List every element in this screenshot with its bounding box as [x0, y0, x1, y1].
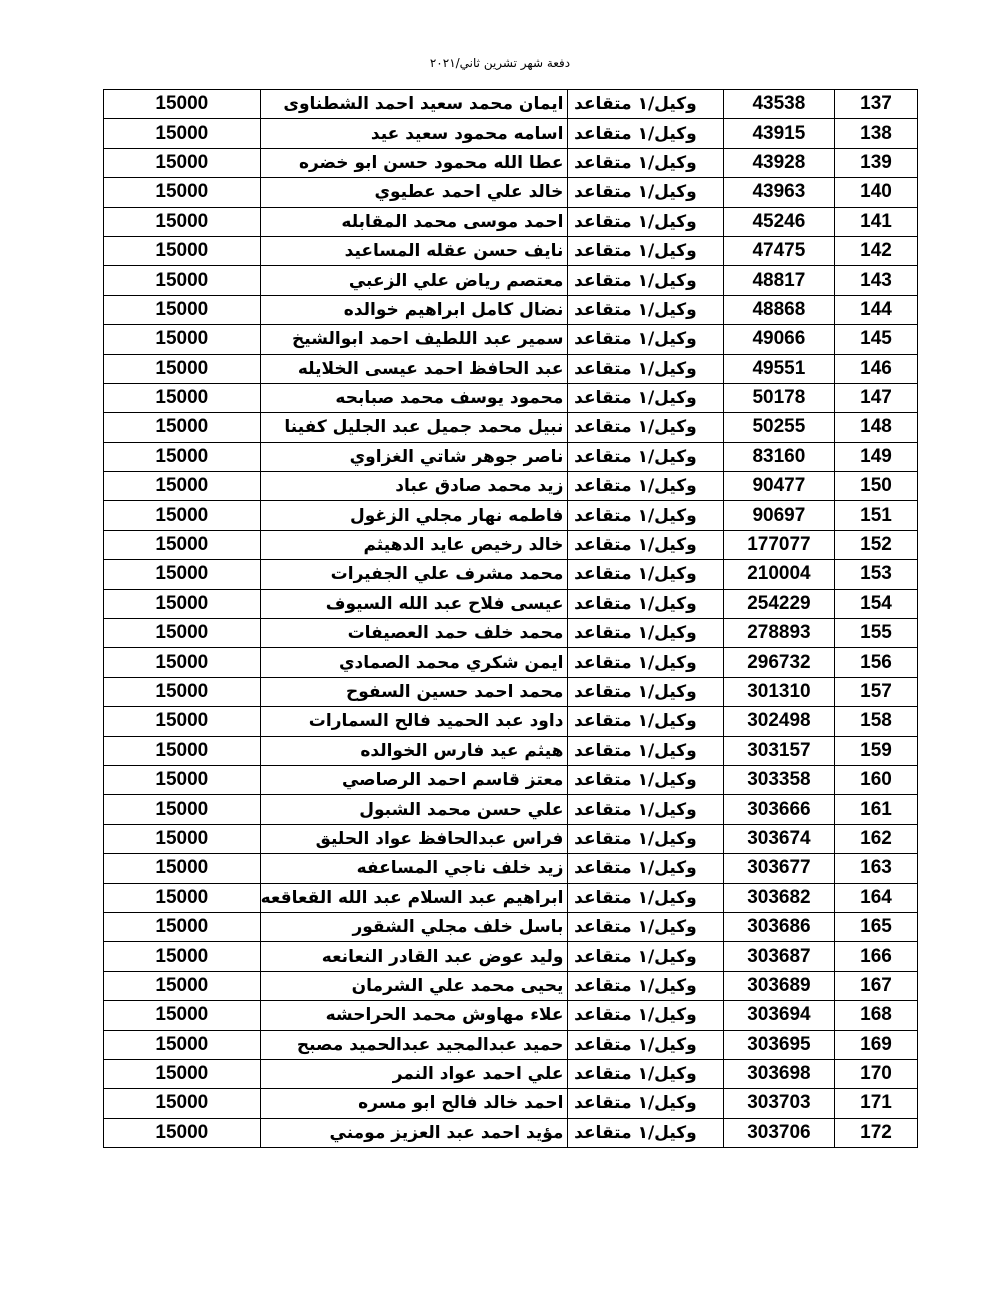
row-number: 146	[835, 354, 918, 383]
row-number: 147	[835, 383, 918, 412]
record-type: وكيل/١ متقاعد	[568, 236, 723, 265]
person-name: داود عبد الحميد فالح السمارات	[260, 707, 568, 736]
amount: 15000	[104, 1030, 261, 1059]
table-row	[104, 824, 918, 853]
record-type: وكيل/١ متقاعد	[568, 765, 723, 794]
person-name: ابراهيم عبد السلام عبد الله القعاقعه	[260, 883, 568, 912]
row-number: 161	[835, 795, 918, 824]
page-title: دفعة شهر تشرين ثاني/٢٠٢١	[429, 56, 571, 70]
record-id: 177077	[723, 530, 834, 559]
person-name: يحيى محمد علي الشرمان	[260, 971, 568, 1000]
table-row	[104, 912, 918, 941]
person-name: احمد خالد فالح ابو مسره	[260, 1089, 568, 1118]
table-row	[104, 178, 918, 207]
amount: 15000	[104, 119, 261, 148]
record-type: وكيل/١ متقاعد	[568, 148, 723, 177]
table-row	[104, 707, 918, 736]
row-number: 141	[835, 207, 918, 236]
table-row	[104, 736, 918, 765]
record-id: 303689	[723, 971, 834, 1000]
record-type: وكيل/١ متقاعد	[568, 795, 723, 824]
table-row	[104, 472, 918, 501]
row-number: 149	[835, 442, 918, 471]
person-name: اسامه محمود سعيد عيد	[260, 119, 568, 148]
table-row	[104, 589, 918, 618]
record-type: وكيل/١ متقاعد	[568, 560, 723, 589]
person-name: معتز قاسم احمد الرصاصي	[260, 765, 568, 794]
table-row	[104, 295, 918, 324]
person-name: حميد عبدالمجيد عبدالحميد مصبح	[260, 1030, 568, 1059]
person-name: احمد موسى محمد المقابله	[260, 207, 568, 236]
row-number: 170	[835, 1059, 918, 1088]
record-type: وكيل/١ متقاعد	[568, 530, 723, 559]
record-type: وكيل/١ متقاعد	[568, 266, 723, 295]
record-id: 50178	[723, 383, 834, 412]
person-name: ايمان محمد سعيد احمد الشطناوى	[260, 90, 568, 119]
amount: 15000	[104, 736, 261, 765]
amount: 15000	[104, 530, 261, 559]
amount: 15000	[104, 1059, 261, 1088]
person-name: فراس عبدالحافظ عواد الحليق	[260, 824, 568, 853]
table-row	[104, 383, 918, 412]
row-number: 168	[835, 1001, 918, 1030]
record-id: 278893	[723, 619, 834, 648]
record-type: وكيل/١ متقاعد	[568, 90, 723, 119]
person-name: زيد محمد صادق عباد	[260, 472, 568, 501]
record-id: 83160	[723, 442, 834, 471]
amount: 15000	[104, 560, 261, 589]
row-number: 169	[835, 1030, 918, 1059]
record-id: 303157	[723, 736, 834, 765]
row-number: 154	[835, 589, 918, 618]
row-number: 137	[835, 90, 918, 119]
record-type: وكيل/١ متقاعد	[568, 1001, 723, 1030]
record-type: وكيل/١ متقاعد	[568, 824, 723, 853]
record-id: 49551	[723, 354, 834, 383]
row-number: 152	[835, 530, 918, 559]
record-id: 303674	[723, 824, 834, 853]
record-id: 303677	[723, 854, 834, 883]
person-name: نبيل محمد جميل عبد الجليل كفينا	[260, 413, 568, 442]
table-row	[104, 236, 918, 265]
table-row	[104, 501, 918, 530]
record-type: وكيل/١ متقاعد	[568, 677, 723, 706]
amount: 15000	[104, 501, 261, 530]
row-number: 165	[835, 912, 918, 941]
table-row	[104, 1001, 918, 1030]
table-row	[104, 854, 918, 883]
row-number: 139	[835, 148, 918, 177]
amount: 15000	[104, 707, 261, 736]
amount: 15000	[104, 1118, 261, 1147]
person-name: علي احمد عواد النمر	[260, 1059, 568, 1088]
record-id: 303706	[723, 1118, 834, 1147]
row-number: 162	[835, 824, 918, 853]
amount: 15000	[104, 942, 261, 971]
person-name: عطا الله محمود حسن ابو خضره	[260, 148, 568, 177]
table-body	[104, 90, 918, 1148]
table-row	[104, 90, 918, 119]
table-row	[104, 942, 918, 971]
record-type: وكيل/١ متقاعد	[568, 854, 723, 883]
amount: 15000	[104, 1089, 261, 1118]
record-type: وكيل/١ متقاعد	[568, 707, 723, 736]
row-number: 140	[835, 178, 918, 207]
record-type: وكيل/١ متقاعد	[568, 1118, 723, 1147]
row-number: 145	[835, 325, 918, 354]
record-type: وكيل/١ متقاعد	[568, 1030, 723, 1059]
amount: 15000	[104, 266, 261, 295]
person-name: محمد مشرف علي الجفيرات	[260, 560, 568, 589]
record-type: وكيل/١ متقاعد	[568, 912, 723, 941]
record-id: 45246	[723, 207, 834, 236]
amount: 15000	[104, 824, 261, 853]
amount: 15000	[104, 90, 261, 119]
table-row	[104, 354, 918, 383]
person-name: محمود يوسف محمد صبابحه	[260, 383, 568, 412]
row-number: 160	[835, 765, 918, 794]
record-id: 303686	[723, 912, 834, 941]
record-type: وكيل/١ متقاعد	[568, 354, 723, 383]
record-id: 49066	[723, 325, 834, 354]
record-type: وكيل/١ متقاعد	[568, 295, 723, 324]
amount: 15000	[104, 413, 261, 442]
amount: 15000	[104, 589, 261, 618]
row-number: 171	[835, 1089, 918, 1118]
row-number: 172	[835, 1118, 918, 1147]
amount: 15000	[104, 1001, 261, 1030]
table-row	[104, 442, 918, 471]
person-name: عيسى فلاح عبد الله السيوف	[260, 589, 568, 618]
record-id: 303703	[723, 1089, 834, 1118]
record-id: 43928	[723, 148, 834, 177]
row-number: 151	[835, 501, 918, 530]
table-row	[104, 1030, 918, 1059]
person-name: ايمن شكري محمد الصمادي	[260, 648, 568, 677]
person-name: ناصر جوهر شاتي الغزاوي	[260, 442, 568, 471]
table-row	[104, 560, 918, 589]
record-type: وكيل/١ متقاعد	[568, 383, 723, 412]
record-type: وكيل/١ متقاعد	[568, 178, 723, 207]
table-row	[104, 413, 918, 442]
record-id: 90477	[723, 472, 834, 501]
record-id: 303358	[723, 765, 834, 794]
amount: 15000	[104, 442, 261, 471]
record-id: 303695	[723, 1030, 834, 1059]
record-type: وكيل/١ متقاعد	[568, 589, 723, 618]
table-row	[104, 119, 918, 148]
table-row	[104, 148, 918, 177]
row-number: 164	[835, 883, 918, 912]
record-type: وكيل/١ متقاعد	[568, 1059, 723, 1088]
row-number: 156	[835, 648, 918, 677]
person-name: فاطمه نهار مجلي الزغول	[260, 501, 568, 530]
row-number: 150	[835, 472, 918, 501]
record-id: 43915	[723, 119, 834, 148]
row-number: 166	[835, 942, 918, 971]
amount: 15000	[104, 795, 261, 824]
record-id: 303694	[723, 1001, 834, 1030]
record-type: وكيل/١ متقاعد	[568, 413, 723, 442]
amount: 15000	[104, 325, 261, 354]
person-name: محمد احمد حسين السفوح	[260, 677, 568, 706]
record-id: 303687	[723, 942, 834, 971]
amount: 15000	[104, 236, 261, 265]
row-number: 167	[835, 971, 918, 1000]
record-id: 303666	[723, 795, 834, 824]
table-row	[104, 765, 918, 794]
amount: 15000	[104, 207, 261, 236]
record-type: وكيل/١ متقاعد	[568, 442, 723, 471]
record-id: 296732	[723, 648, 834, 677]
person-name: زيد خلف ناجي المساعفه	[260, 854, 568, 883]
record-id: 47475	[723, 236, 834, 265]
table-row	[104, 325, 918, 354]
table-row	[104, 1059, 918, 1088]
record-type: وكيل/١ متقاعد	[568, 501, 723, 530]
record-id: 303698	[723, 1059, 834, 1088]
person-name: محمد خلف حمد العصيفات	[260, 619, 568, 648]
record-type: وكيل/١ متقاعد	[568, 619, 723, 648]
record-id: 43538	[723, 90, 834, 119]
person-name: سمير عبد اللطيف احمد ابوالشيخ	[260, 325, 568, 354]
amount: 15000	[104, 971, 261, 1000]
table-row	[104, 207, 918, 236]
amount: 15000	[104, 295, 261, 324]
amount: 15000	[104, 383, 261, 412]
amount: 15000	[104, 178, 261, 207]
person-name: علي حسن محمد الشبول	[260, 795, 568, 824]
person-name: خالد علي احمد عطيوي	[260, 178, 568, 207]
row-number: 158	[835, 707, 918, 736]
record-type: وكيل/١ متقاعد	[568, 736, 723, 765]
amount: 15000	[104, 765, 261, 794]
row-number: 138	[835, 119, 918, 148]
record-type: وكيل/١ متقاعد	[568, 472, 723, 501]
table-row	[104, 619, 918, 648]
record-id: 303682	[723, 883, 834, 912]
person-name: مؤيد احمد عبد العزيز مومني	[260, 1118, 568, 1147]
row-number: 155	[835, 619, 918, 648]
row-number: 157	[835, 677, 918, 706]
person-name: هيثم عيد فارس الخوالده	[260, 736, 568, 765]
record-id: 50255	[723, 413, 834, 442]
person-name: معتصم رياض علي الزعبي	[260, 266, 568, 295]
amount: 15000	[104, 619, 261, 648]
amount: 15000	[104, 648, 261, 677]
person-name: نضال كامل ابراهيم خوالده	[260, 295, 568, 324]
person-name: وليد عوض عبد القادر النعانعه	[260, 942, 568, 971]
amount: 15000	[104, 677, 261, 706]
table-row	[104, 677, 918, 706]
record-type: وكيل/١ متقاعد	[568, 883, 723, 912]
record-id: 210004	[723, 560, 834, 589]
person-name: عبد الحافظ احمد عيسى الخلايله	[260, 354, 568, 383]
person-name: نايف حسن عقله المساعيد	[260, 236, 568, 265]
table-row	[104, 530, 918, 559]
row-number: 148	[835, 413, 918, 442]
amount: 15000	[104, 883, 261, 912]
person-name: باسل خلف مجلي الشقور	[260, 912, 568, 941]
table-row	[104, 266, 918, 295]
row-number: 163	[835, 854, 918, 883]
table-row	[104, 971, 918, 1000]
amount: 15000	[104, 912, 261, 941]
record-type: وكيل/١ متقاعد	[568, 325, 723, 354]
record-id: 90697	[723, 501, 834, 530]
row-number: 144	[835, 295, 918, 324]
person-name: خالد رخيص عايد الدهيثم	[260, 530, 568, 559]
table-row	[104, 1118, 918, 1147]
amount: 15000	[104, 472, 261, 501]
record-type: وكيل/١ متقاعد	[568, 942, 723, 971]
record-type: وكيل/١ متقاعد	[568, 971, 723, 1000]
record-id: 254229	[723, 589, 834, 618]
record-type: وكيل/١ متقاعد	[568, 119, 723, 148]
table-row	[104, 795, 918, 824]
record-type: وكيل/١ متقاعد	[568, 648, 723, 677]
record-type: وكيل/١ متقاعد	[568, 207, 723, 236]
row-number: 142	[835, 236, 918, 265]
person-name: علاء مهاوش محمد الحراحشه	[260, 1001, 568, 1030]
record-id: 302498	[723, 707, 834, 736]
row-number: 143	[835, 266, 918, 295]
amount: 15000	[104, 148, 261, 177]
table-row	[104, 648, 918, 677]
record-id: 48817	[723, 266, 834, 295]
record-type: وكيل/١ متقاعد	[568, 1089, 723, 1118]
row-number: 159	[835, 736, 918, 765]
record-id: 301310	[723, 677, 834, 706]
table-row	[104, 1089, 918, 1118]
record-id: 48868	[723, 295, 834, 324]
table-row	[104, 883, 918, 912]
amount: 15000	[104, 354, 261, 383]
record-id: 43963	[723, 178, 834, 207]
amount: 15000	[104, 854, 261, 883]
payments-table	[103, 89, 918, 1148]
row-number: 153	[835, 560, 918, 589]
